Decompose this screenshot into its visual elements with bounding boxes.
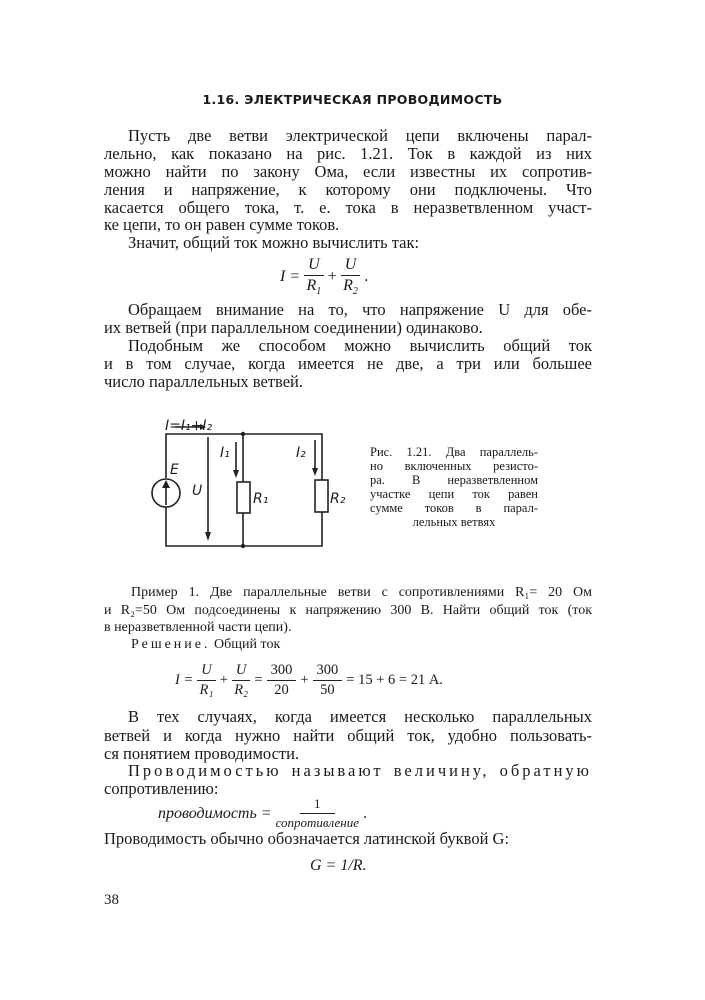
denominator: сопротивление: [275, 815, 360, 830]
solution-label: Решение.: [131, 637, 211, 652]
fraction: [232, 662, 250, 699]
numerator: 1: [300, 796, 335, 814]
fraction: [197, 662, 215, 699]
plus-sign: +: [327, 267, 337, 285]
text-line: В тех случаях, когда имеется несколько параллельных: [128, 707, 592, 726]
numerator: 300: [267, 662, 297, 681]
text-line: ления и напряжение, к которому они подключены. Что: [104, 180, 592, 199]
numerator: U: [232, 662, 250, 681]
formula-lhs: I =: [175, 672, 194, 688]
figure-caption-line: но включенных резисто-: [370, 459, 538, 473]
label-r1: R₁: [253, 491, 269, 507]
figure-caption-line: сумме токов в парал-: [370, 501, 538, 515]
example-line: и R₂=50 Ом подсоединены к напряжению 300 В. Найти общий ток (ток: [104, 603, 592, 618]
formula-result: = 15 + 6 = 21 А.: [346, 672, 443, 688]
subscript: 1: [316, 286, 322, 298]
fraction: [276, 796, 359, 831]
formula-total-current: [280, 256, 368, 297]
formula-example: [175, 662, 443, 699]
fraction: [267, 662, 297, 699]
denominator: R: [306, 277, 317, 294]
numerator: U: [197, 662, 215, 681]
subscript: 2: [352, 286, 358, 298]
label-u: U: [192, 483, 203, 499]
text-line: [128, 762, 592, 780]
text-line: число параллельных ветвей.: [104, 372, 303, 391]
text-line: Значит, общий ток можно вычислить так:: [128, 233, 420, 252]
text-line: можно найти по закону Ома, если известны их сопротив-: [104, 162, 592, 181]
formula-lhs: I =: [280, 267, 301, 285]
formula-conductance-definition: [158, 796, 367, 831]
text-line: их ветвей (при параллельном соединении) одинаково.: [104, 318, 483, 337]
numerator: U: [341, 256, 361, 276]
text-line: Проводимость обычно обозначается латинской буквой G:: [104, 829, 510, 848]
equals-sign: =: [254, 672, 263, 688]
label-e: E: [170, 462, 179, 478]
formula-lhs: проводимость =: [158, 804, 272, 822]
text-line: и в том случае, когда имеется не две, а три или большее: [104, 354, 592, 373]
denominator: R₁: [199, 682, 214, 698]
circuit-diagram: [140, 410, 350, 560]
example-line: Пример 1. Две параллельные ветви с сопротивлениями R₁= 20 Ом: [131, 585, 592, 600]
label-i2: I₂: [296, 445, 306, 461]
figure-caption-line: Рис. 1.21. Два параллель-: [370, 445, 538, 459]
label-r2: R₂: [330, 491, 346, 507]
plus-sign: +: [300, 672, 309, 688]
plus-sign: +: [219, 672, 228, 688]
denominator: R: [343, 277, 353, 294]
formula-conductance: G = 1/R.: [310, 857, 367, 874]
figure-caption-line: лельных ветвях: [412, 515, 496, 529]
label-total-current: I=I₁+I₂: [165, 418, 213, 434]
solution-text: Общий ток: [214, 637, 281, 652]
text-line: лельно, как показано на рис. 1.21. Ток в каждой из них: [104, 144, 592, 163]
denominator: 50: [320, 682, 335, 698]
solution-line: [131, 637, 619, 653]
numerator: U: [304, 256, 324, 276]
fraction: [313, 662, 343, 699]
label-i1: I₁: [220, 445, 230, 461]
figure-caption-line: ра. В неразветвленном: [370, 473, 538, 487]
text-line: ся понятием проводимости.: [104, 744, 300, 763]
example-line: в неразветвленной части цепи).: [104, 620, 292, 635]
fraction: [341, 256, 361, 297]
numerator: 300: [313, 662, 343, 681]
text-line: касается общего тока, т. е. тока в неразветвленном участ-: [104, 198, 592, 217]
period: .: [364, 267, 369, 285]
text-line: ке цепи, то он равен сумме токов.: [104, 215, 340, 234]
text-line: Обращаем внимание на то, что напряжение U для обе-: [128, 300, 592, 319]
figure-caption-line: участке цепи ток равен: [370, 487, 538, 501]
fraction: [304, 256, 324, 297]
denominator: R₂: [234, 682, 249, 698]
text-line: Подобным же способом можно вычислить общий ток: [128, 336, 592, 355]
denominator: 20: [274, 682, 289, 698]
section-title: 1.16. ЭЛЕКТРИЧЕСКАЯ ПРОВОДИМОСТЬ: [202, 92, 503, 107]
term: Проводимостью называют величину, обратную: [128, 761, 592, 780]
period: .: [363, 804, 368, 822]
page-number: 38: [104, 892, 119, 908]
text-line: Пусть две ветви электрической цепи включены парал-: [128, 126, 592, 145]
text-line: ветвей и когда нужно найти общий ток, удобно пользовать-: [104, 726, 592, 745]
resistor-r2: [315, 480, 328, 512]
text-line: сопротивлению:: [104, 779, 219, 798]
resistor-r1: [237, 482, 250, 513]
